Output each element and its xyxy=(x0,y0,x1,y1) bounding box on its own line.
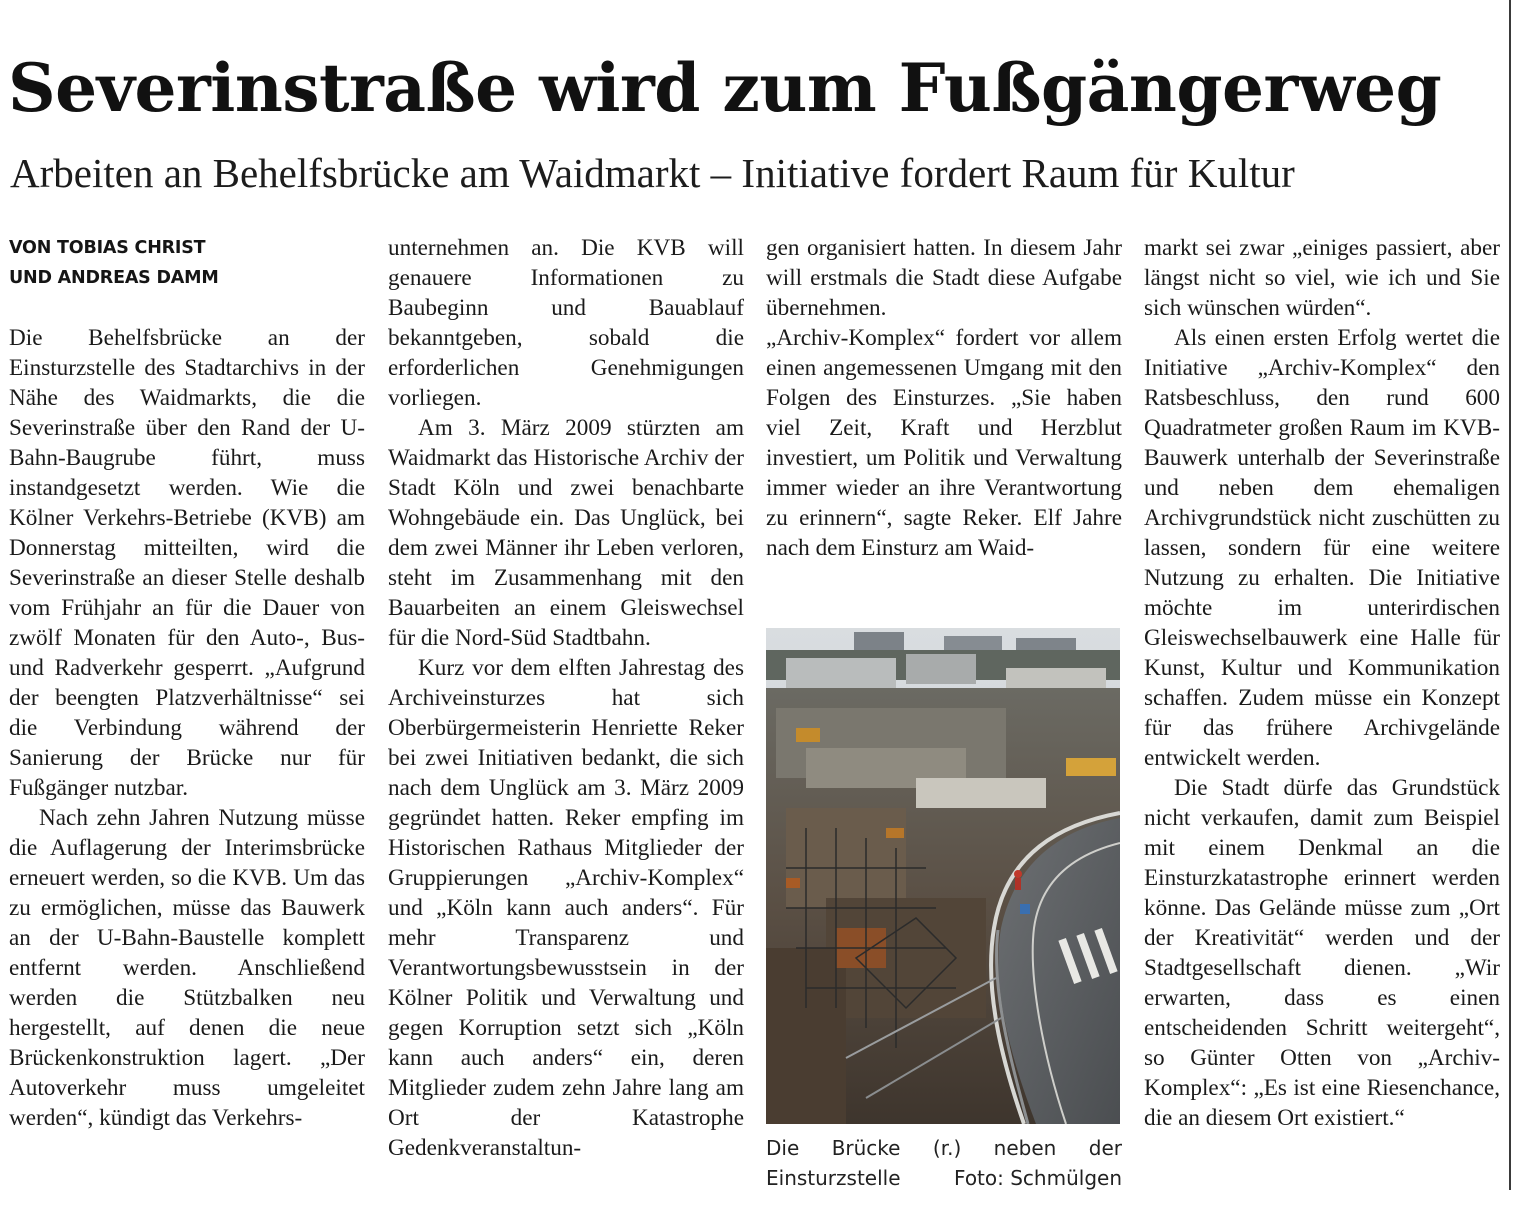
caption-text: Die Brücke (r.) neben der Einsturzstelle xyxy=(766,1136,1122,1190)
byline xyxy=(9,233,365,293)
paragraph: Die Stadt dürfe das Grundstück nicht verkaufen, damit zum Beispiel mit einem Denkmal an die Einsturzkatastrophe erinnert werden könne. Das Gelände müsse zum „Ort der Kreativität“ werden und der Stadtgesellschaft dienen. „Wir erwarten, dass es einen entscheidenden Schritt weitergeht“, so Günter Otten von „Archiv-Komplex“: „Es ist eine Riesenchance, die an diesem Ort existiert.“ xyxy=(1144,775,1500,1131)
photo-credit: Foto: Schmülgen xyxy=(954,1166,1122,1190)
article-column-4 xyxy=(1144,233,1500,1133)
paragraph: „Archiv-Komplex“ fordert vor allem einen angemessenen Umgang mit den Folgen des Einsturzes. „Sie haben viel Zeit, Kraft und Herzblut investiert, um Politik und Verwaltung immer wieder an ihre Verantwortung zu erinnern“, sagte Reker. Elf Jahre nach dem Einsturz am Waid- xyxy=(766,325,1122,561)
article-column-1 xyxy=(9,233,365,1133)
article-subheadline: Arbeiten an Behelfsbrücke am Waidmarkt – Initiative fordert Raum für Kultur xyxy=(10,150,1295,196)
paragraph: Nach zehn Jahren Nutzung müsse die Auflagerung der Interimsbrücke erneuert werden, so die KVB. Um das zu ermöglichen, müsse das Bauwerk an der U-Bahn-Baustelle komplett entfernt werden. Anschließend werden die Stützbalken neu hergestellt, auf denen die neue Brückenkonstruktion lagert. „Der Autoverkehr muss umgeleitet werden“, kündigt das Verkehrs- xyxy=(9,805,365,1131)
paragraph: markt sei zwar „einiges passiert, aber längst nicht so viel, wie ich und Sie sich wünschen würden“. xyxy=(1144,235,1500,321)
paragraph: Als einen ersten Erfolg wertet die Initiative „Archiv-Komplex“ den Ratsbeschluss, den rund 600 Quadratmeter großen Raum im KVB-Bauwerk unterhalb der Severinstraße und neben dem ehemaligen Archivgrundstück nicht zuschütten zu lassen, sondern für eine weitere Nutzung zu erhalten. Die Initiative möchte im unterirdischen Gleiswechselbauwerk eine Halle für Kunst, Kultur und Kommunikation schaffen. Zudem müsse ein Konzept für das frühere Archivgelände entwickelt werden. xyxy=(1144,325,1500,771)
paragraph: unternehmen an. Die KVB will genauere Informationen zu Baubeginn und Bauablauf bekanntgeben, sobald die erforderlichen Genehmigungen vorliegen. xyxy=(388,235,744,411)
byline-author-2: UND ANDREAS DAMM xyxy=(9,268,219,288)
column-rule xyxy=(1509,0,1511,1190)
paragraph: Die Behelfsbrücke an der Einsturzstelle des Stadtarchivs in der Nähe des Waidmarkts, die die Severinstraße über den Rand der U-Bahn-Baugrube führt, muss instandgesetzt werden. Wie die Kölner Verkehrs-Betriebe (KVB) am Donnerstag mitteilten, wird die Severinstraße an dieser Stelle deshalb vom Frühjahr an für die Dauer von zwölf Monaten für den Auto-, Bus- und Radverkehr gesperrt. „Aufgrund der beengten Platzverhältnisse“ sei die Verbindung während der Sanierung der Brücke nur für Fußgänger nutzbar. xyxy=(9,325,365,801)
byline-author-1: VON TOBIAS CHRIST xyxy=(9,238,206,258)
photo-caption xyxy=(766,1133,1122,1193)
paragraph: Kurz vor dem elften Jahrestag des Archiveinsturzes hat sich Oberbürgermeisterin Henriette Reker bei zwei Initiativen bedankt, die sich nach dem Unglück am 3. März 2009 gegründet hatten. Reker empfing im Historischen Rathaus Mitglieder der Gruppierungen „Archiv-Komplex“ und „Köln kann auch anders“. Für mehr Transparenz und Verantwortungsbewusstsein in der Kölner Politik und Verwaltung und gegen Korruption setzt sich „Köln kann auch anders“ ein, deren Mitglieder zudem zehn Jahre lang am Ort der Katastrophe Gedenkveranstaltun- xyxy=(388,655,744,1161)
article-column-2 xyxy=(388,233,744,1163)
article-headline: Severinstraße wird zum Fußgängerweg xyxy=(8,49,1442,127)
article-column-3 xyxy=(766,233,1122,563)
paragraph: gen organisiert hatten. In diesem Jahr will erstmals die Stadt diese Aufgabe übernehmen. xyxy=(766,235,1122,321)
construction-site-photo xyxy=(766,628,1120,1124)
paragraph: Am 3. März 2009 stürzten am Waidmarkt das Historische Archiv der Stadt Köln und zwei benachbarte Wohngebäude ein. Das Unglück, bei dem zwei Männer ihr Leben verloren, steht im Zusammenhang mit den Bauarbeiten an einem Gleiswechsel für die Nord-Süd Stadtbahn. xyxy=(388,415,744,651)
